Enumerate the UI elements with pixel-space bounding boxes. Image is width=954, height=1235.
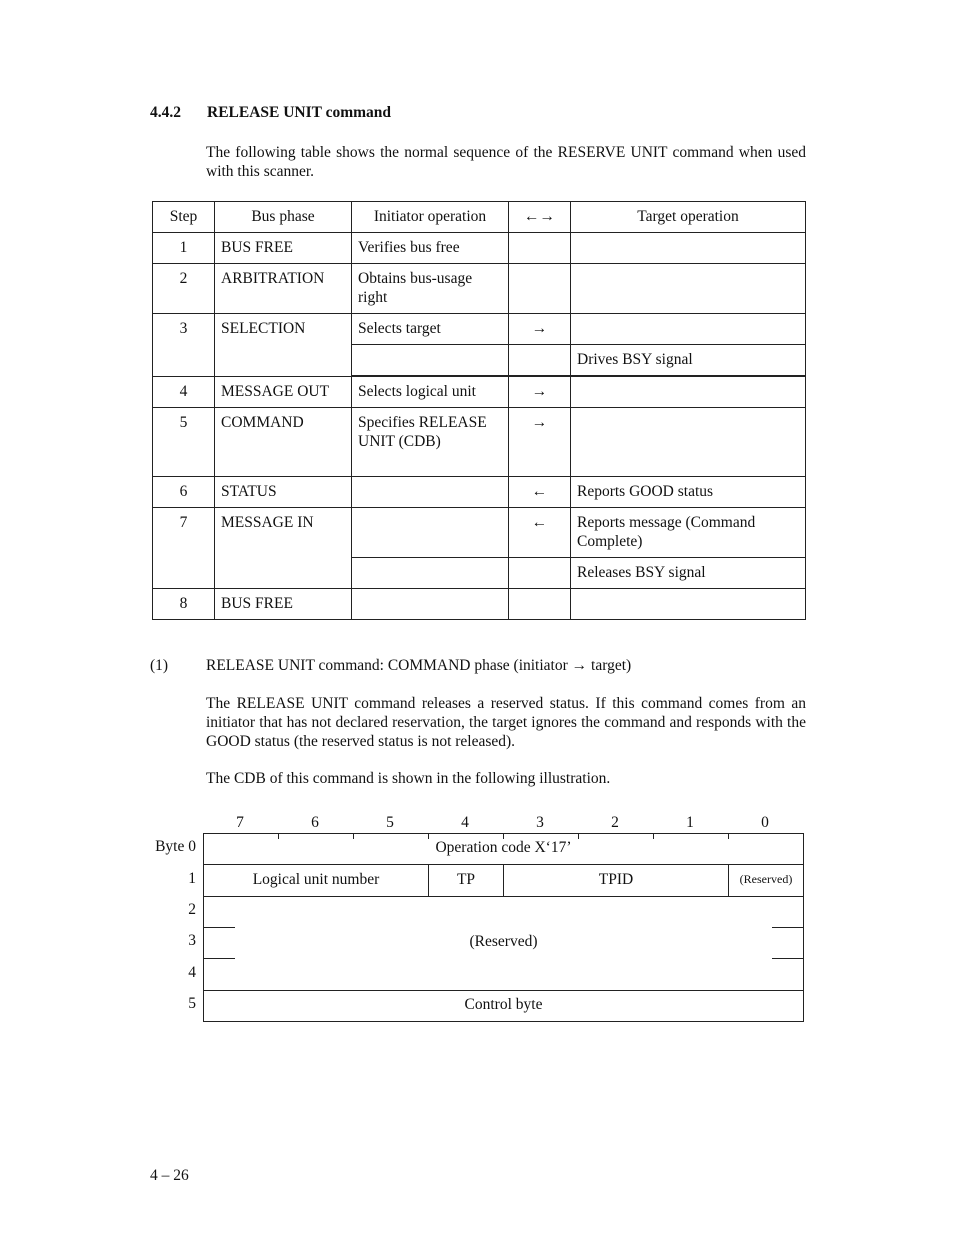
cell-direction: ← (509, 477, 571, 508)
cell-step: 4 (153, 376, 215, 408)
cell-target (571, 376, 806, 408)
cell-phase: BUS FREE (215, 589, 352, 620)
cell-direction: → (509, 314, 571, 345)
table-row (153, 314, 806, 345)
table-row (153, 589, 806, 620)
bit-label: 1 (686, 814, 694, 831)
description-paragraph: The RELEASE UNIT command releases a reserved status. If this command comes from an initiator that has not declared reservation, the target ignores the command and responds with the GOOD status (the reserved status is not released). (206, 695, 806, 750)
cell-target (571, 264, 806, 314)
cell-phase: MESSAGE IN (215, 508, 352, 589)
cell-direction (509, 233, 571, 264)
cell-initiator: Selects logical unit (352, 376, 509, 408)
cell-initiator (352, 558, 509, 589)
subsection-title: RELEASE UNIT command: COMMAND phase (initiator → target) (206, 657, 632, 674)
cell-step: 3 (153, 314, 215, 377)
lun-field: Logical unit number (252, 871, 380, 888)
opcode-field: Operation code X‘17’ (435, 839, 572, 856)
cell-target: Releases BSY signal (571, 558, 806, 589)
cell-step: 8 (153, 589, 215, 620)
cell-initiator: Obtains bus-usage right (352, 264, 509, 314)
cell-target: Drives BSY signal (571, 345, 806, 377)
cell-phase: ARBITRATION (215, 264, 352, 314)
cell-target (571, 589, 806, 620)
cell-initiator: Specifies RELEASE UNIT (CDB) (352, 408, 509, 477)
cell-direction (509, 345, 571, 377)
tp-field: TP (456, 871, 476, 888)
reserved-bit-field: (Reserved) (739, 872, 793, 886)
cell-target (571, 314, 806, 345)
cell-initiator: Verifies bus free (352, 233, 509, 264)
table-row (153, 408, 806, 477)
table-row (153, 233, 806, 264)
cell-target (571, 233, 806, 264)
sequence-table (152, 201, 806, 620)
header-step: Step (153, 202, 215, 233)
table-row (153, 477, 806, 508)
cdb-intro-paragraph: The CDB of this command is shown in the following illustration. (206, 770, 611, 787)
section-number: 4.4.2 (150, 104, 181, 121)
cell-initiator (352, 477, 509, 508)
cell-target: Reports message (Command Complete) (571, 508, 806, 558)
bit-label: 5 (386, 814, 394, 831)
cell-phase: MESSAGE OUT (215, 376, 352, 408)
header-direction: ←→ (509, 202, 571, 233)
header-target: Target operation (571, 202, 806, 233)
cell-step: 1 (153, 233, 215, 264)
section-title: RELEASE UNIT command (207, 104, 392, 121)
cell-direction (509, 589, 571, 620)
cell-target (571, 408, 806, 477)
bit-label: 7 (236, 814, 244, 831)
bit-label: 4 (461, 814, 469, 831)
byte-label: 1 (188, 870, 196, 887)
table-row (153, 508, 806, 558)
cell-step: 7 (153, 508, 215, 589)
cell-phase: SELECTION (215, 314, 352, 377)
bit-label: 3 (536, 814, 544, 831)
table-row (153, 376, 806, 408)
byte-label: 5 (188, 995, 196, 1012)
cell-target: Reports GOOD status (571, 477, 806, 508)
cell-step: 2 (153, 264, 215, 314)
header-bus-phase: Bus phase (215, 202, 352, 233)
cell-step: 5 (153, 408, 215, 477)
byte-label: 3 (188, 932, 196, 949)
cell-initiator (352, 508, 509, 558)
section-heading (150, 104, 391, 122)
page-number: 4 – 26 (150, 1167, 189, 1184)
cell-direction: ← (509, 508, 571, 558)
cell-initiator (352, 589, 509, 620)
cell-step: 6 (153, 477, 215, 508)
byte-label: 2 (188, 901, 196, 918)
bit-label: 6 (311, 814, 319, 831)
cell-phase: BUS FREE (215, 233, 352, 264)
intro-paragraph: The following table shows the normal sequence of the RESERVE UNIT command when used with this scanner. (206, 144, 806, 180)
bit-label: 0 (761, 814, 769, 831)
cell-direction: → (509, 408, 571, 477)
reserved-bytes-field: (Reserved) (469, 933, 538, 950)
cell-initiator: Selects target (352, 314, 509, 345)
cdb-frame (203, 833, 804, 1022)
tpid-field: TPID (598, 871, 634, 888)
cell-direction: → (509, 376, 571, 408)
cell-phase: STATUS (215, 477, 352, 508)
table-row (153, 264, 806, 314)
bit-label: 2 (611, 814, 619, 831)
control-byte-field: Control byte (464, 996, 543, 1013)
cell-direction (509, 558, 571, 589)
table-header-row (153, 202, 806, 233)
cell-phase: COMMAND (215, 408, 352, 477)
cell-direction (509, 264, 571, 314)
header-initiator: Initiator operation (352, 202, 509, 233)
byte-label: 4 (188, 964, 196, 981)
cell-initiator (352, 345, 509, 377)
byte-label: Byte 0 (155, 838, 196, 855)
subsection-heading (150, 657, 631, 675)
subsection-number: (1) (150, 657, 169, 674)
